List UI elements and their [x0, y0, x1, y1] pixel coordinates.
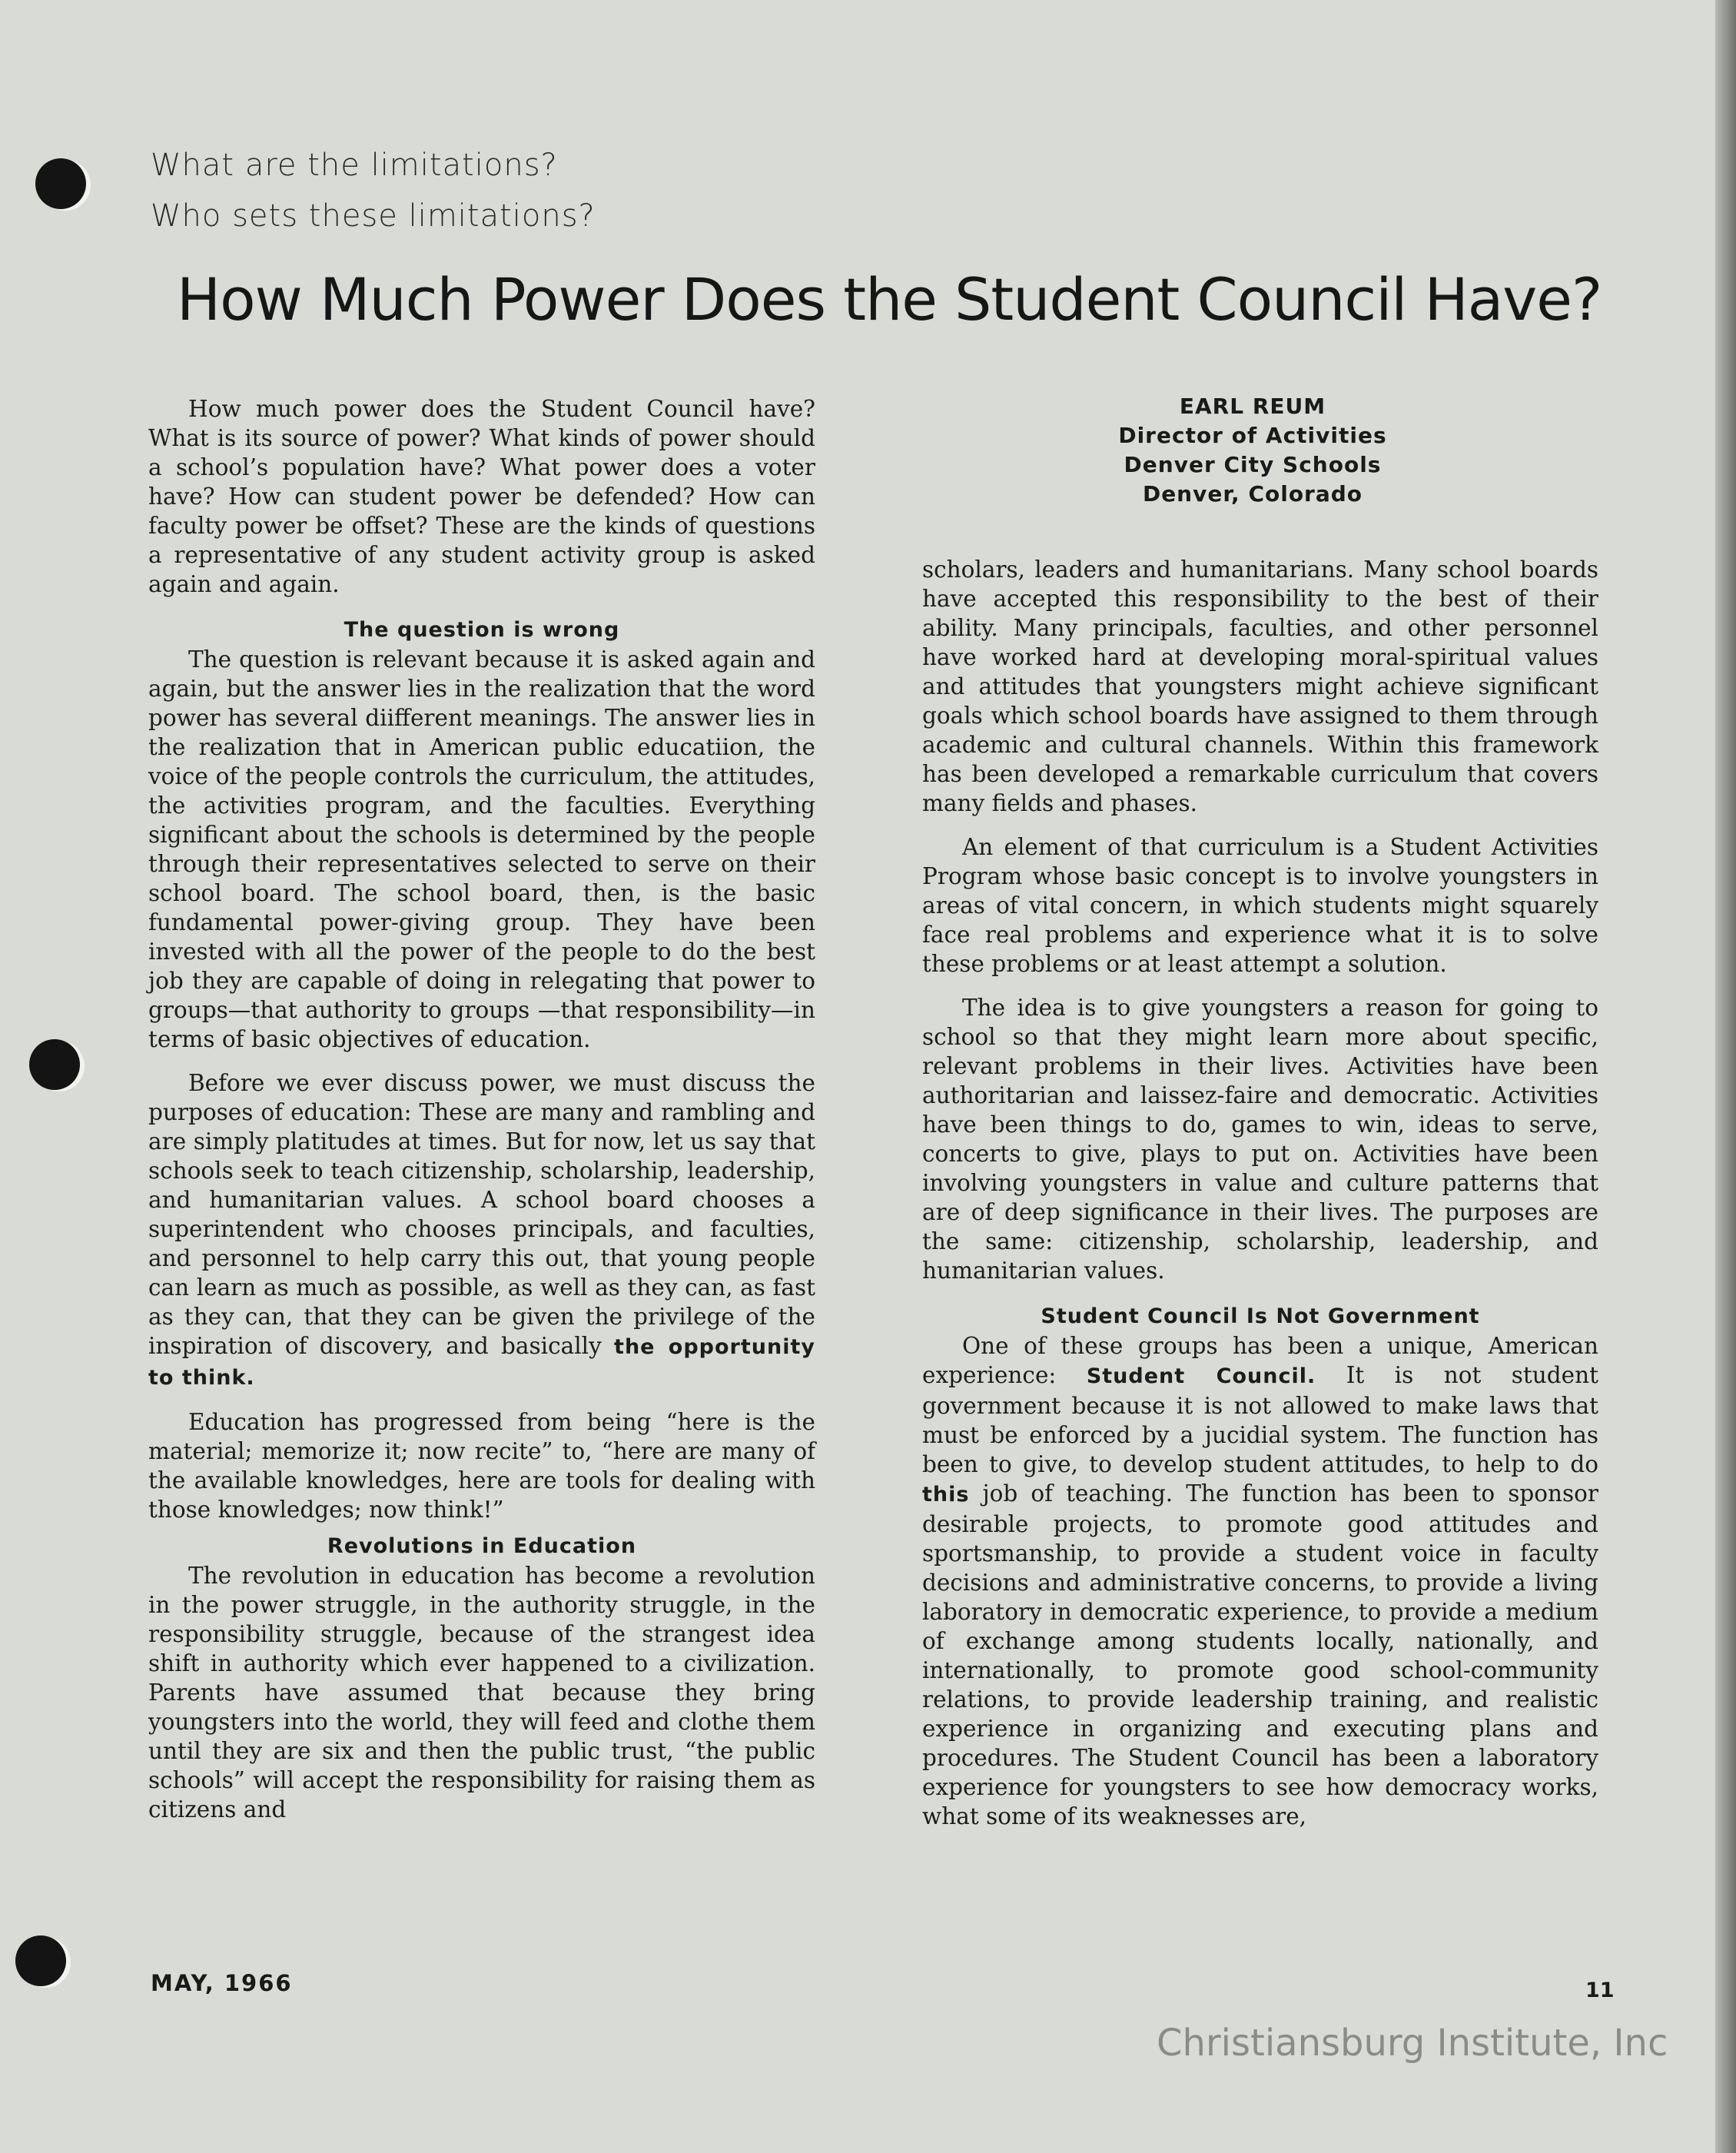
author-location: Denver, Colorado [1142, 481, 1363, 507]
paragraph-activities-program: An element of that curriculum is a Student Activities Program whose basic concept is to involve youngsters in areas of vital concern, in which students might squarely face real problems and experience what it is to solve these problems or at least attempt a solution. [922, 834, 1598, 977]
binder-hole-bottom [15, 1935, 66, 1986]
intro-paragraph: How much power does the Student Council have? What is its source of power? What kinds of power should a school’s population have? What power does a voter have? How can student power be defended? How can faculty power be offset? These are the kinds of questions a representative of any student activity group is asked again and again. [148, 396, 815, 597]
student-council-text-a: One of these groups has been a unique, American experience: [922, 1333, 1598, 1388]
author-byline [1061, 392, 1445, 509]
page-edge-shadow [1715, 0, 1736, 2153]
paragraph-reason-for-school: The idea is to give youngsters a reason for going to school so that they might learn more about specific, relevant problems in their lives. Activities have been authoritarian and laissez-faire and democratic. Activities have been things to do, games to win, ideas to serve, concerts to give, plays to put on. Activities have been involving youngsters in value and culture patterns that are of deep significance in their lives. The purposes are the same: citizenship, scholarship, leadership, and humanitarian values. [922, 995, 1598, 1284]
left-column [148, 394, 815, 1824]
archive-watermark: Christiansburg Institute, Inc [1157, 2022, 1668, 2065]
binder-hole-top [35, 158, 86, 209]
paragraph-question-relevant: The question is relevant because it is asked again and again, but the answer lies in the realization that the word power has several diifferent meanings. The answer lies in the realization that in American public educatiion, the voice of the people controls the curriculum, the attitudes, the activities program, and the faculties. Everything significant about the schools is determined by the people through their representatives selected to serve on their school board. The school board, then, is the basic fundamental power-giving group. They have been invested with all the power of the people to do the best job they are capable of doing in relegating that power to groups—that authority to groups —that responsibility—in terms of basic objectives of education. [148, 646, 815, 1052]
paragraph-scholars-continued: scholars, leaders and humanitarians. Many school boards have accepted this responsibility to the best of their ability. Many principals, faculties, and other personnel have worked hard at developing moral-spiritual values and attitudes that youngsters might achieve significant goals which school boards have assigned to them through academic and cultural channels. Within this framework has been developed a remarkable curriculum that covers many fields and phases. [922, 557, 1598, 816]
page-number: 11 [1585, 1979, 1615, 2002]
author-role: Director of Activities [1118, 423, 1387, 448]
paragraph-student-council [922, 1331, 1598, 1831]
kicker-line-1: What are the limitations? [151, 148, 558, 183]
kicker-line-2: Who sets these limitations? [151, 198, 596, 234]
section-heading-question: The question is wrong [344, 618, 620, 642]
right-column [922, 555, 1598, 1831]
section-heading-not-government: Student Council Is Not Government [1041, 1304, 1480, 1328]
section-heading-revolutions: Revolutions in Education [327, 1534, 637, 1558]
emphasis-this: this [922, 1483, 970, 1507]
paragraph-purposes-text: Before we ever discuss power, we must discuss the purposes of education: These are many and rambling and are simply platitudes at times. But for now, let us say that schools seek to teach citizenship, scholarship, leadership, and humanitarian values. A school board chooses a superintendent who chooses principals, and faculties, and personnel to help carry this out, that young people can learn as much as possible, as well as they can, as fast as they can, that they can be given the privilege of the inspiration of discovery, and basically [148, 1070, 815, 1359]
binder-hole-middle [29, 1039, 80, 1090]
issue-date: MAY, 1966 [151, 1970, 293, 1996]
article-title: How Much Power Does the Student Council Have? [177, 265, 1602, 334]
emphasis-opportunity-to-think: the opportunity to think. [148, 1335, 815, 1390]
paragraph-revolution: The revolution in education has become a revolution in the power struggle, in the authority struggle, in the responsibility struggle, because of the strangest idea shift in authority which ever happened to a civilization. Parents have assumed that because they bring youngsters into the world, they will feed and clothe them until they are six and then the public trust, “the public schools” will accept the responsibility for raising them as citizens and [148, 1563, 815, 1822]
paragraph-purposes [148, 1068, 815, 1393]
paragraph-education-progressed: Education has progressed from being “here is the material; memorize it; now recite” to, “here are many of the available knowledges, here are tools for dealing with those knowledges; now think!” [148, 1409, 815, 1523]
student-council-text-b: It is not student government because it is not allowed to make laws that must be enforced by a jucidial system. The function has been to give, to develop student attitudes, to help to do [922, 1362, 1598, 1477]
author-organization: Denver City Schools [1124, 452, 1382, 477]
emphasis-student-council: Student Council. [1086, 1364, 1316, 1388]
author-name: EARL REUM [1179, 394, 1326, 419]
student-council-text-c: job of teaching. The function has been to sponsor desirable projects, to promote good attitudes and sportsmanship, to provide a student voice in faculty decisions and administrative concerns, to provide a living laboratory in democratic experience, to provide a medium of exchange among students locally, nationally, and internationally, to promote good school-community relations, to provide leadership training, and realistic experience in organizing and executing plans and procedures. The Student Council has been a laboratory experience for youngsters to see how democracy works, what some of its weaknesses are, [922, 1480, 1598, 1829]
